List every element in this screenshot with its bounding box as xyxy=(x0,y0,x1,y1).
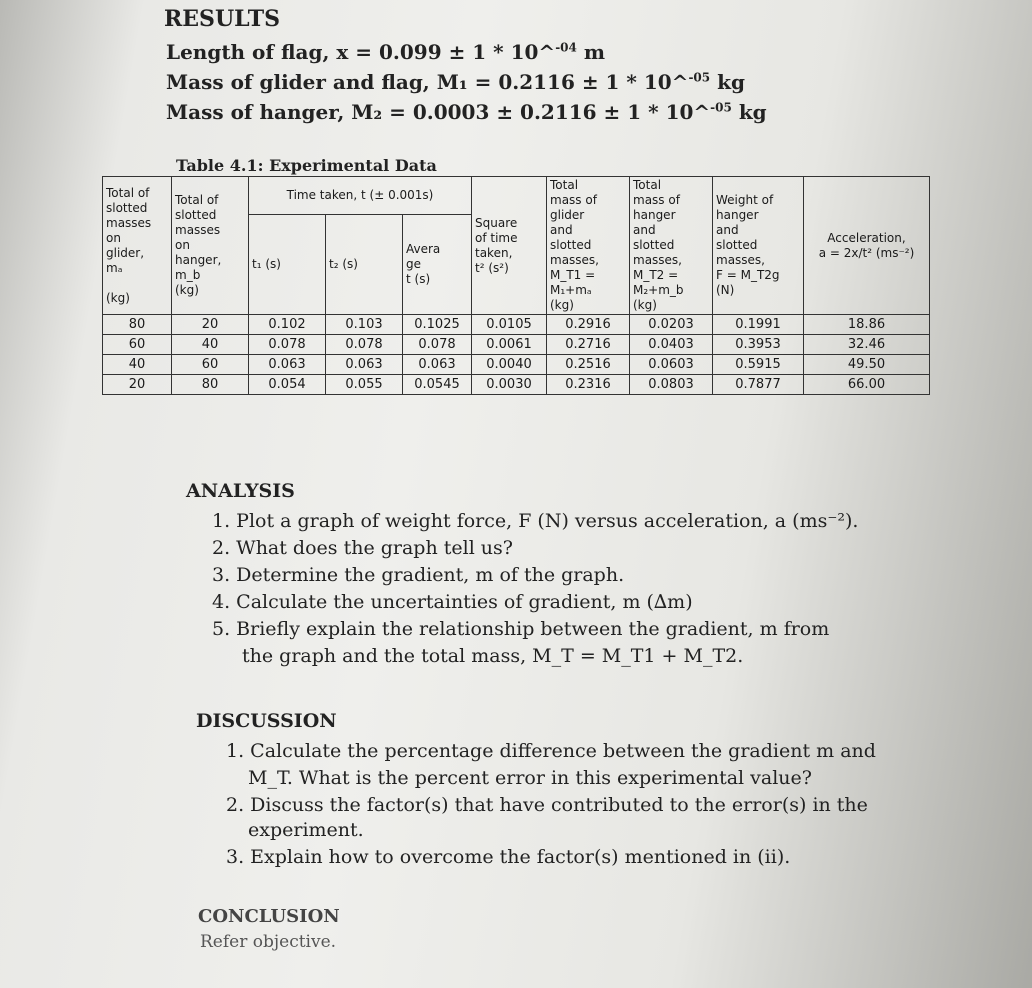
table-cell: 49.50 xyxy=(804,355,930,375)
results-heading: RESULTS xyxy=(164,6,281,32)
table-cell: 0.063 xyxy=(403,355,472,375)
table-row xyxy=(103,355,930,375)
table-row xyxy=(103,315,930,335)
table-cell: 0.054 xyxy=(249,375,326,395)
analysis-item-2: 2. What does the graph tell us? xyxy=(212,537,513,559)
table-cell: 40 xyxy=(103,355,172,375)
header-acceleration: Acceleration, a = 2x/t² (ms⁻²) xyxy=(804,177,930,315)
table-cell: 0.0203 xyxy=(630,315,713,335)
analysis-item-4: 4. Calculate the uncertainties of gradient, m (∆m) xyxy=(212,591,693,613)
analysis-heading: ANALYSIS xyxy=(186,480,295,502)
table-cell: 20 xyxy=(103,375,172,395)
header-average-t: Avera ge t (s) xyxy=(403,214,472,314)
table-cell: 0.0545 xyxy=(403,375,472,395)
table-cell: 0.055 xyxy=(326,375,403,395)
table-row xyxy=(103,375,930,395)
table-cell: 0.2916 xyxy=(547,315,630,335)
table-caption: Table 4.1: Experimental Data xyxy=(176,156,437,175)
table-cell: 80 xyxy=(103,315,172,335)
conclusion-heading: CONCLUSION xyxy=(198,906,340,927)
header-total-masses-hanger: Total of slotted masses on hanger, m_b (kg) xyxy=(172,177,249,315)
table-cell: 0.2316 xyxy=(547,375,630,395)
table-cell: 60 xyxy=(103,335,172,355)
analysis-item-1: 1. Plot a graph of weight force, F (N) versus acceleration, a (ms⁻²). xyxy=(212,510,859,532)
table-cell: 0.0803 xyxy=(630,375,713,395)
discussion-item-2-continued: experiment. xyxy=(248,819,364,841)
experimental-data-table xyxy=(102,176,930,395)
header-weight: Weight of hanger and slotted masses, F = M_T2g (N) xyxy=(713,177,804,315)
header-t1: t₁ (s) xyxy=(249,214,326,314)
header-t2: t₂ (s) xyxy=(326,214,403,314)
table-row xyxy=(103,335,930,355)
table-cell: 0.1991 xyxy=(713,315,804,335)
analysis-item-5: 5. Briefly explain the relationship between the gradient, m from xyxy=(212,618,830,640)
table-cell: 80 xyxy=(172,375,249,395)
table-cell: 0.0061 xyxy=(472,335,547,355)
header-time-taken-group: Time taken, t (± 0.001s) xyxy=(249,177,472,215)
table-cell: 0.7877 xyxy=(713,375,804,395)
table-cell: 0.2516 xyxy=(547,355,630,375)
table-cell: 66.00 xyxy=(804,375,930,395)
header-total-masses-glider: Total of slotted masses on glider, mₐ (kg) xyxy=(103,177,172,315)
analysis-item-5-continued: the graph and the total mass, M_T = M_T1 + M_T2. xyxy=(242,645,744,667)
table-cell: 0.1025 xyxy=(403,315,472,335)
discussion-item-1: 1. Calculate the percentage difference between the gradient m and xyxy=(226,740,876,762)
discussion-heading: DISCUSSION xyxy=(196,710,337,732)
table-cell: 0.3953 xyxy=(713,335,804,355)
table-cell: 0.0030 xyxy=(472,375,547,395)
table-cell: 0.103 xyxy=(326,315,403,335)
table-cell: 0.102 xyxy=(249,315,326,335)
mass-hanger-line: Mass of hanger, M₂ = 0.0003 ± 0.2116 ± 1 * 10^$^{-05}$ kg xyxy=(166,100,767,124)
table-cell: 18.86 xyxy=(804,315,930,335)
table-cell: 0.078 xyxy=(249,335,326,355)
table-cell: 0.2716 xyxy=(547,335,630,355)
table-cell: 0.078 xyxy=(403,335,472,355)
discussion-item-3: 3. Explain how to overcome the factor(s) mentioned in (ii). xyxy=(226,846,791,868)
table-cell: 0.078 xyxy=(326,335,403,355)
table-cell: 0.0040 xyxy=(472,355,547,375)
header-total-mass-hanger: Total mass of hanger and slotted masses, M_T2 = M₂+m_b (kg) xyxy=(630,177,713,315)
length-of-flag-line: Length of flag, x = 0.099 ± 1 * 10^$^{-04}$ m xyxy=(166,40,605,64)
header-total-mass-glider: Total mass of glider and slotted masses, M_T1 = M₁+mₐ (kg) xyxy=(547,177,630,315)
conclusion-text: Refer objective. xyxy=(200,932,337,952)
table-cell: 0.063 xyxy=(249,355,326,375)
table-cell: 0.0403 xyxy=(630,335,713,355)
table-cell: 0.0105 xyxy=(472,315,547,335)
header-square-time: Square of time taken, t² (s²) xyxy=(472,177,547,315)
table-cell: 32.46 xyxy=(804,335,930,355)
discussion-item-1-continued: M_T. What is the percent error in this experimental value? xyxy=(248,767,812,789)
table-cell: 0.0603 xyxy=(630,355,713,375)
table-cell: 0.5915 xyxy=(713,355,804,375)
analysis-item-3: 3. Determine the gradient, m of the graph. xyxy=(212,564,625,586)
table-cell: 40 xyxy=(172,335,249,355)
table-cell: 20 xyxy=(172,315,249,335)
mass-glider-flag-line: Mass of glider and flag, M₁ = 0.2116 ± 1 * 10^$^{-05}$ kg xyxy=(166,70,745,94)
discussion-item-2: 2. Discuss the factor(s) that have contributed to the error(s) in the xyxy=(226,794,868,816)
table-cell: 0.063 xyxy=(326,355,403,375)
table-cell: 60 xyxy=(172,355,249,375)
